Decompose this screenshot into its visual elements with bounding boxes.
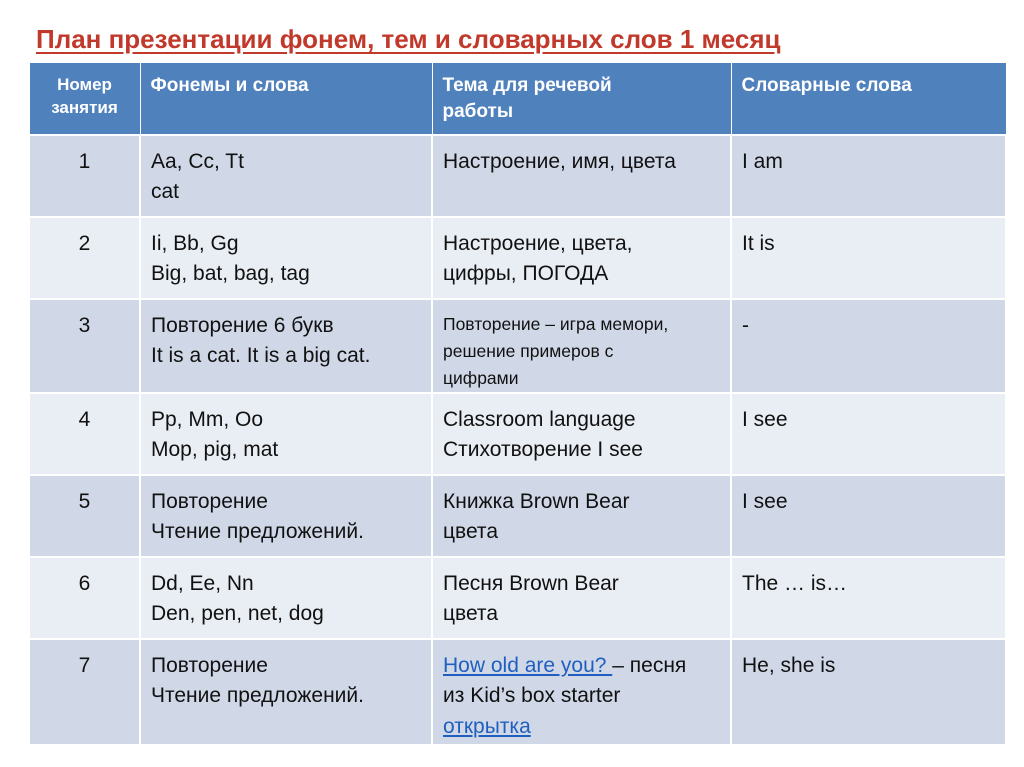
topic-line: цвета <box>443 602 498 626</box>
topic-line: Настроение, имя, цвета <box>443 149 676 173</box>
cell-topic <box>432 299 731 393</box>
header-lesson-number-line2: занятия <box>51 98 118 118</box>
cell-vocab: The … is… <box>731 557 1006 639</box>
topic-line <box>443 651 720 681</box>
cell-phonemes <box>140 639 432 745</box>
cell-topic <box>432 217 731 299</box>
cell-phonemes <box>140 475 432 557</box>
cell-lesson-number: 1 <box>29 135 140 217</box>
topic-line: Стихотворение I see <box>443 438 643 462</box>
phonemes-line: Big, bat, bag, tag <box>151 261 310 285</box>
cell-topic <box>432 557 731 639</box>
phonemes-line: Повторение <box>151 489 268 513</box>
phonemes-line: Повторение 6 букв <box>151 313 334 337</box>
phonemes-line: Повторение <box>151 653 268 677</box>
topic-line: Classroom language <box>443 407 636 431</box>
topic-song-label: – песня <box>612 653 687 677</box>
header-lesson-number-line1: Номер <box>57 75 112 94</box>
phonemes-line: Den, pen, net, dog <box>151 602 324 626</box>
phonemes-line: Ii, Bb, Gg <box>151 231 239 255</box>
table-row <box>29 217 1006 299</box>
phonemes-line: Dd, Ee, Nn <box>151 571 254 595</box>
header-topic <box>432 63 731 135</box>
song-link-how-old-are-you[interactable]: How old are you? <box>443 653 613 677</box>
topic-line <box>443 712 720 742</box>
header-topic-line1: Тема для речевой <box>442 75 612 96</box>
phonemes-line: Чтение предложений. <box>151 520 364 544</box>
phonemes-line: Pp, Mm, Oo <box>151 407 264 431</box>
postcard-link[interactable]: открытка <box>443 714 531 738</box>
header-lesson-number <box>29 63 140 135</box>
phonemes-line: It is a cat. It is a big cat. <box>151 343 371 367</box>
header-phonemes <box>140 63 432 135</box>
phonemes-line: Чтение предложений. <box>151 684 364 708</box>
phonemes-line: cat <box>151 179 180 203</box>
topic-line: решение примеров с <box>443 340 614 361</box>
cell-vocab: It is <box>731 217 1006 299</box>
cell-phonemes <box>140 135 432 217</box>
cell-vocab: He, she is <box>731 639 1006 745</box>
phonemes-line: Aa, Cc, Tt <box>151 149 244 173</box>
header-phonemes-label: Фонемы и слова <box>150 75 309 96</box>
cell-lesson-number: 2 <box>29 217 140 299</box>
cell-vocab: - <box>731 299 1006 393</box>
cell-vocab: I am <box>731 135 1006 217</box>
header-vocab <box>731 63 1006 135</box>
cell-phonemes <box>140 299 432 393</box>
cell-vocab: I see <box>731 393 1006 475</box>
topic-line: Настроение, цвета, <box>443 231 633 255</box>
cell-lesson-number: 7 <box>29 639 140 745</box>
cell-lesson-number: 5 <box>29 475 140 557</box>
lesson-plan-table <box>28 62 1007 746</box>
table-row <box>29 557 1006 639</box>
slide-title: План презентации фонем, тем и словарных слов 1 месяц <box>36 24 781 54</box>
topic-line: Повторение – игра мемори, <box>443 313 669 334</box>
topic-line: Песня Brown Bear <box>443 571 619 595</box>
topic-line: цифры, ПОГОДА <box>443 261 609 285</box>
cell-lesson-number: 6 <box>29 557 140 639</box>
cell-lesson-number: 4 <box>29 393 140 475</box>
cell-topic <box>432 639 731 745</box>
header-vocab-label: Словарные слова <box>741 75 912 96</box>
cell-topic <box>432 135 731 217</box>
cell-topic <box>432 393 731 475</box>
cell-phonemes <box>140 557 432 639</box>
table-row <box>29 299 1006 393</box>
phonemes-line: Mop, pig, mat <box>151 438 279 462</box>
table-header-row <box>29 63 1006 135</box>
topic-line: Книжка Brown Bear <box>443 489 630 513</box>
cell-phonemes <box>140 393 432 475</box>
table-row <box>29 639 1006 745</box>
table-row <box>29 393 1006 475</box>
cell-lesson-number: 3 <box>29 299 140 393</box>
topic-line: цвета <box>443 520 498 544</box>
table-row <box>29 135 1006 217</box>
topic-line: цифрами <box>443 367 519 388</box>
table-row <box>29 475 1006 557</box>
header-topic-line2: работы <box>442 101 514 123</box>
cell-phonemes <box>140 217 432 299</box>
cell-vocab: I see <box>731 475 1006 557</box>
cell-topic <box>432 475 731 557</box>
topic-line: из Kid’s box starter <box>443 684 621 708</box>
